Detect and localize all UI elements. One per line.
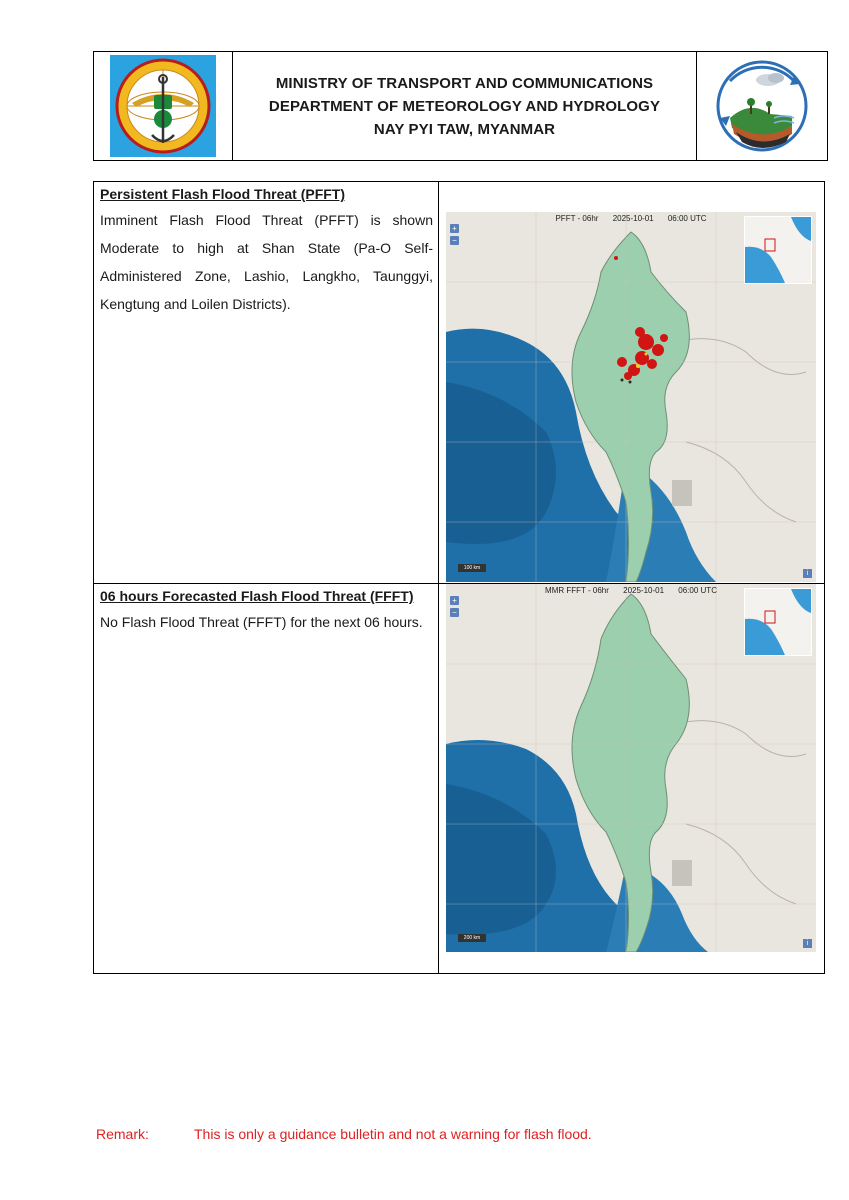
water-cycle-logo-icon [710,56,814,156]
remark-line [96,1126,592,1142]
ministry-name: MINISTRY OF TRANSPORT AND COMMUNICATIONS [275,74,654,92]
right-logo-cell [697,52,827,160]
pfft-product-label: PFFT - 06hr [555,214,599,223]
ffft-info-button[interactable]: i [803,939,812,948]
ffft-date-label: 2025-10-01 [623,586,665,595]
remark-label: Remark: [96,1126,149,1142]
pfft-row [94,182,824,584]
ffft-zoom-in-button[interactable]: + [450,596,459,605]
ffft-product-label: MMR FFFT - 06hr [545,586,609,595]
header-table [93,51,828,161]
dmh-emblem-icon [110,55,216,157]
pfft-text-cell [94,182,439,583]
ffft-time-label: 06:00 UTC [678,586,717,595]
pfft-overview-inset[interactable] [744,216,812,284]
department-name: DEPARTMENT OF METEOROLOGY AND HYDROLOGY [268,97,661,115]
ffft-scale-bar: 200 km [458,934,486,942]
ffft-title: 06 hours Forecasted Flash Flood Threat (FFFT) [100,588,414,604]
pfft-title: Persistent Flash Flood Threat (PFFT) [100,186,346,202]
location-name: NAY PYI TAW, MYANMAR [373,120,556,138]
ffft-description: No Flash Flood Threat (FFFT) for the next 06 hours. [100,614,423,630]
header-title-cell [233,52,697,160]
pfft-info-button[interactable]: i [803,569,812,578]
pfft-map[interactable] [446,212,816,582]
ffft-overview-inset[interactable] [744,588,812,656]
ffft-map-cell [439,584,824,973]
pfft-scale-bar: 100 km [458,564,486,572]
pfft-zoom-in-button[interactable]: + [450,224,459,233]
ffft-map[interactable] [446,584,816,952]
ffft-text-cell [94,584,439,973]
remark-text: This is only a guidance bulletin and not a warning for flash flood. [194,1126,592,1142]
left-logo-cell [94,52,233,160]
bulletin-table [93,181,825,974]
ffft-zoom-out-button[interactable]: − [450,608,459,617]
pfft-zoom-out-button[interactable]: − [450,236,459,245]
pfft-date-label: 2025-10-01 [612,214,654,223]
ffft-row [94,584,824,973]
pfft-time-label: 06:00 UTC [667,214,707,223]
pfft-map-cell [439,182,824,583]
pfft-description: Imminent Flash Flood Threat (PFFT) is shown Moderate to high at Shan State (Pa-O Self-Administered Zone, Lashio, Langkho, Taunggyi, Kengtung and Loilen Districts). [100,212,433,312]
